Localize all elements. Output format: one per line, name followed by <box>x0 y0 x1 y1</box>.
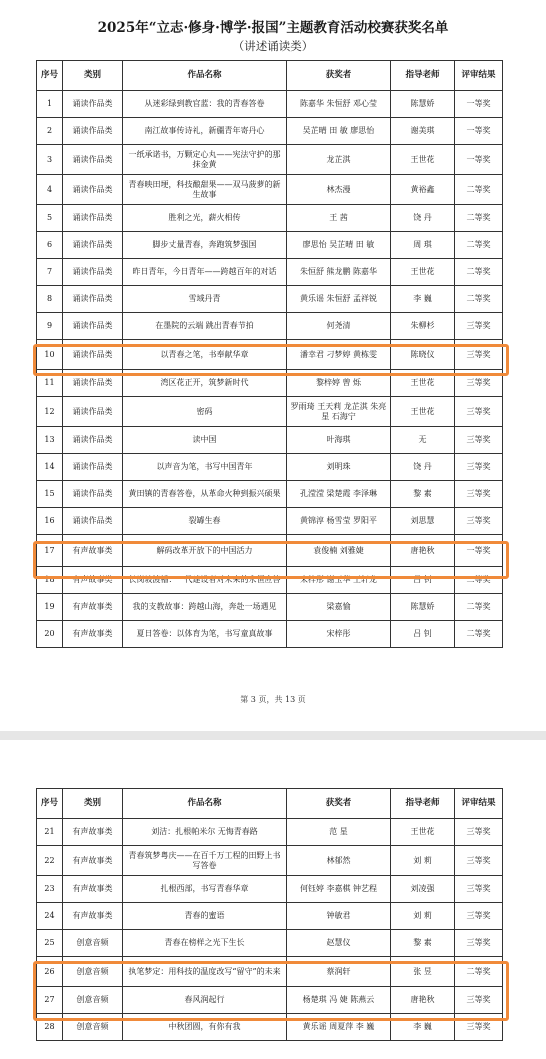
column-header: 获奖者 <box>287 61 391 91</box>
column-header: 评审结果 <box>455 61 503 91</box>
work-title-cell: 中秋团圆，有你有我 <box>123 1014 287 1041</box>
result-cell: 三等奖 <box>455 930 503 957</box>
table-row <box>37 232 503 259</box>
advisor-cell: 黄裕鑫 <box>391 175 455 205</box>
winners-cell: 范 星 <box>287 819 391 846</box>
category-cell: 诵读作品类 <box>63 286 123 313</box>
work-title-cell: 读中国 <box>123 427 287 454</box>
result-cell: 一等奖 <box>455 145 503 175</box>
table-row <box>37 427 503 454</box>
highlight-row-17 <box>33 541 509 579</box>
table-row <box>37 876 503 903</box>
work-title-cell: 青春的蜜语 <box>123 903 287 930</box>
category-cell: 诵读作品类 <box>63 397 123 427</box>
category-cell: 诵读作品类 <box>63 313 123 340</box>
category-cell: 诵读作品类 <box>63 175 123 205</box>
row-number-cell: 7 <box>37 259 63 286</box>
row-number-cell: 26 <box>37 957 63 987</box>
table-row <box>37 205 503 232</box>
row-number-cell: 12 <box>37 397 63 427</box>
winners-cell: 朱恒舒 熊龙鹏 陈嘉华 <box>287 259 391 286</box>
row-number-cell: 13 <box>37 427 63 454</box>
result-cell: 三等奖 <box>455 454 503 481</box>
winners-cell: 何钰婷 李嘉棋 钟艺程 <box>287 876 391 903</box>
row-number-cell: 5 <box>37 205 63 232</box>
category-cell: 创意音频 <box>63 1014 123 1041</box>
advisor-cell: 王世花 <box>391 145 455 175</box>
winners-cell: 林杰漫 <box>287 175 391 205</box>
advisor-cell: 唐艳秋 <box>391 535 455 567</box>
table-row <box>37 903 503 930</box>
work-title-cell: 以青春之笔，书奉献华章 <box>123 340 287 370</box>
winners-cell: 黄乐谣 周夏萍 李 巍 <box>287 1014 391 1041</box>
winners-cell: 叶海琪 <box>287 427 391 454</box>
category-cell: 有声故事类 <box>63 567 123 594</box>
row-number-cell: 9 <box>37 313 63 340</box>
category-cell: 诵读作品类 <box>63 508 123 535</box>
column-header: 序号 <box>37 789 63 819</box>
table-row <box>37 819 503 846</box>
row-number-cell: 2 <box>37 118 63 145</box>
row-number-cell: 20 <box>37 621 63 648</box>
table-row <box>37 118 503 145</box>
work-title-cell: 解码改革开放下的中国活力 <box>123 535 287 567</box>
category-cell: 诵读作品类 <box>63 118 123 145</box>
work-title-cell: 胜利之光，薪火相传 <box>123 205 287 232</box>
result-cell: 二等奖 <box>455 621 503 648</box>
work-title-cell: 扎根西部，书写青春华章 <box>123 876 287 903</box>
advisor-cell: 王世花 <box>391 370 455 397</box>
winners-cell: 罗雨琦 王天莉 龙芷淇 朱亮星 石海宁 <box>287 397 391 427</box>
table-row <box>37 175 503 205</box>
row-number-cell: 24 <box>37 903 63 930</box>
advisor-cell: 刘凌强 <box>391 876 455 903</box>
work-title-cell: 长岗坡渡槽：一代建设者对未来的永恒应答 <box>123 567 287 594</box>
winners-cell: 黄锦淳 杨雪莹 罗阳平 <box>287 508 391 535</box>
advisor-cell: 饶 丹 <box>391 205 455 232</box>
winners-cell: 王 茜 <box>287 205 391 232</box>
table-row <box>37 313 503 340</box>
winners-cell: 孔滢滢 梁楚霞 李泽琳 <box>287 481 391 508</box>
row-number-cell: 1 <box>37 91 63 118</box>
category-cell: 诵读作品类 <box>63 427 123 454</box>
result-cell: 一等奖 <box>455 91 503 118</box>
row-number-cell: 16 <box>37 508 63 535</box>
column-header: 作品名称 <box>123 789 287 819</box>
result-cell: 三等奖 <box>455 427 503 454</box>
work-title-cell: 雪域丹青 <box>123 286 287 313</box>
winners-cell: 廖思怡 吴芷晴 田 敏 <box>287 232 391 259</box>
work-title-cell: 昨日青年，今日青年——跨越百年的对话 <box>123 259 287 286</box>
advisor-cell: 陈晓仪 <box>391 340 455 370</box>
category-cell: 诵读作品类 <box>63 145 123 175</box>
row-number-cell: 22 <box>37 846 63 876</box>
work-title-cell: 青春映田埂，科技酿甜果——双马菠萝的新生故事 <box>123 175 287 205</box>
row-number-cell: 21 <box>37 819 63 846</box>
column-header: 类别 <box>63 61 123 91</box>
result-cell: 三等奖 <box>455 397 503 427</box>
row-number-cell: 19 <box>37 594 63 621</box>
winners-cell: 龙芷淇 <box>287 145 391 175</box>
work-title-cell: 从迷彩绿到教官蓝：我的青春答卷 <box>123 91 287 118</box>
advisor-cell: 刘思慧 <box>391 508 455 535</box>
advisor-cell: 刘 莉 <box>391 903 455 930</box>
winners-cell: 袁俊楠 刘雅婕 <box>287 535 391 567</box>
work-title-cell: 裂罅生春 <box>123 508 287 535</box>
advisor-cell: 王世花 <box>391 397 455 427</box>
document-title: 2025年“立志·修身·博学·报国”主题教育活动校赛获奖名单 <box>97 20 449 36</box>
highlight-row-10 <box>33 344 509 376</box>
winners-cell: 宋梓彤 <box>287 621 391 648</box>
row-number-cell: 28 <box>37 1014 63 1041</box>
table-row <box>37 454 503 481</box>
advisor-cell: 黎 素 <box>391 930 455 957</box>
row-number-cell: 25 <box>37 930 63 957</box>
result-cell: 三等奖 <box>455 340 503 370</box>
table-row <box>37 846 503 876</box>
result-cell: 三等奖 <box>455 876 503 903</box>
advisor-cell: 李 巍 <box>391 286 455 313</box>
document-subtitle: （讲述诵读类） <box>232 39 314 53</box>
row-number-cell: 14 <box>37 454 63 481</box>
work-title-cell: 以声音为笔，书写中国青年 <box>123 454 287 481</box>
work-title-cell: 春风润起行 <box>123 987 287 1014</box>
work-title-cell: 南江故事传诗礼，新疆青年寄丹心 <box>123 118 287 145</box>
table-row <box>37 594 503 621</box>
result-cell: 三等奖 <box>455 313 503 340</box>
category-cell: 诵读作品类 <box>63 91 123 118</box>
category-cell: 诵读作品类 <box>63 370 123 397</box>
table-row <box>37 145 503 175</box>
winners-cell: 蔡润轩 <box>287 957 391 987</box>
category-cell: 有声故事类 <box>63 846 123 876</box>
advisor-cell: 周 琪 <box>391 232 455 259</box>
row-number-cell: 11 <box>37 370 63 397</box>
column-header: 作品名称 <box>123 61 287 91</box>
advisor-cell: 饶 丹 <box>391 454 455 481</box>
row-number-cell: 4 <box>37 175 63 205</box>
result-cell: 一等奖 <box>455 118 503 145</box>
row-number-cell: 18 <box>37 567 63 594</box>
category-cell: 创意音频 <box>63 987 123 1014</box>
result-cell: 二等奖 <box>455 259 503 286</box>
advisor-cell: 朱柳杉 <box>391 313 455 340</box>
result-cell: 二等奖 <box>455 232 503 259</box>
category-cell: 有声故事类 <box>63 819 123 846</box>
advisor-cell: 张 昱 <box>391 957 455 987</box>
table-row <box>37 508 503 535</box>
category-cell: 创意音频 <box>63 957 123 987</box>
advisor-cell: 唐艳秋 <box>391 987 455 1014</box>
row-number-cell: 8 <box>37 286 63 313</box>
winners-cell: 赵慧仪 <box>287 930 391 957</box>
winners-cell: 杨楚琪 冯 婕 陈燕云 <box>287 987 391 1014</box>
table-row <box>37 91 503 118</box>
winners-cell: 梁嘉愉 <box>287 594 391 621</box>
category-cell: 诵读作品类 <box>63 481 123 508</box>
category-cell: 诵读作品类 <box>63 205 123 232</box>
category-cell: 诵读作品类 <box>63 340 123 370</box>
advisor-cell: 刘 莉 <box>391 846 455 876</box>
result-cell: 三等奖 <box>455 481 503 508</box>
category-cell: 有声故事类 <box>63 594 123 621</box>
column-header: 评审结果 <box>455 789 503 819</box>
work-title-cell: 一纸承诺书，万颗定心丸——宪法守护的那抹金黄 <box>123 145 287 175</box>
column-header: 获奖者 <box>287 789 391 819</box>
row-number-cell: 3 <box>37 145 63 175</box>
advisor-cell: 李 巍 <box>391 1014 455 1041</box>
work-title-cell: 脚步丈量青春，奔跑筑梦强国 <box>123 232 287 259</box>
winners-cell: 黄乐谣 朱恒舒 孟祥锐 <box>287 286 391 313</box>
winners-cell: 黎梓婷 曾 烁 <box>287 370 391 397</box>
winners-cell: 潘幸君 刁梦婷 黄栋雯 <box>287 340 391 370</box>
category-cell: 诵读作品类 <box>63 259 123 286</box>
advisor-cell: 陈慧娇 <box>391 91 455 118</box>
row-number-cell: 27 <box>37 987 63 1014</box>
work-title-cell: 湾区花正开，筑梦新时代 <box>123 370 287 397</box>
result-cell: 一等奖 <box>455 535 503 567</box>
result-cell: 三等奖 <box>455 508 503 535</box>
advisor-cell: 谢美琪 <box>391 118 455 145</box>
advisor-cell: 吕 钊 <box>391 621 455 648</box>
page-separator <box>0 731 546 740</box>
table-row <box>37 621 503 648</box>
table-row <box>37 259 503 286</box>
work-title-cell: 密码 <box>123 397 287 427</box>
winners-cell: 何尧清 <box>287 313 391 340</box>
column-header: 指导老师 <box>391 789 455 819</box>
winners-cell: 刘明珠 <box>287 454 391 481</box>
winners-cell: 陈嘉华 朱恒舒 邓心莹 <box>287 91 391 118</box>
work-title-cell: 我的支教故事：跨越山海，奔赴一场遇见 <box>123 594 287 621</box>
advisor-cell: 黎 素 <box>391 481 455 508</box>
table-row <box>37 481 503 508</box>
row-number-cell: 6 <box>37 232 63 259</box>
work-title-cell: 刘洁：扎根帕米尔 无悔青春路 <box>123 819 287 846</box>
result-cell: 二等奖 <box>455 205 503 232</box>
winners-cell: 吴芷晴 田 敏 廖思怡 <box>287 118 391 145</box>
table-row <box>37 930 503 957</box>
work-title-cell: 青春筑梦粤庆——在百千万工程的田野上书写答卷 <box>123 846 287 876</box>
result-cell: 三等奖 <box>455 819 503 846</box>
column-header: 序号 <box>37 61 63 91</box>
category-cell: 有声故事类 <box>63 876 123 903</box>
page-footer: 第 3 页，共 13 页 <box>240 695 306 704</box>
row-number-cell: 23 <box>37 876 63 903</box>
category-cell: 诵读作品类 <box>63 232 123 259</box>
result-cell: 二等奖 <box>455 286 503 313</box>
result-cell: 二等奖 <box>455 957 503 987</box>
result-cell: 三等奖 <box>455 846 503 876</box>
work-title-cell: 执笔梦定：用科技的温度改写“留守”的未来 <box>123 957 287 987</box>
category-cell: 创意音频 <box>63 930 123 957</box>
table-row <box>37 397 503 427</box>
winners-cell: 林郁然 <box>287 846 391 876</box>
work-title-cell: 在墨院的云端 跳出青春节拍 <box>123 313 287 340</box>
row-number-cell: 17 <box>37 535 63 567</box>
advisor-cell: 王世花 <box>391 819 455 846</box>
result-cell: 二等奖 <box>455 594 503 621</box>
result-cell: 三等奖 <box>455 987 503 1014</box>
advisor-cell: 无 <box>391 427 455 454</box>
result-cell: 二等奖 <box>455 567 503 594</box>
winners-cell: 钟敏君 <box>287 903 391 930</box>
category-cell: 诵读作品类 <box>63 454 123 481</box>
advisor-cell: 吕 钊 <box>391 567 455 594</box>
category-cell: 有声故事类 <box>63 621 123 648</box>
category-cell: 有声故事类 <box>63 903 123 930</box>
row-number-cell: 15 <box>37 481 63 508</box>
result-cell: 三等奖 <box>455 903 503 930</box>
advisor-cell: 陈慧娇 <box>391 594 455 621</box>
highlight-rows-26-27 <box>33 961 509 1021</box>
column-header: 指导老师 <box>391 61 455 91</box>
result-cell: 二等奖 <box>455 175 503 205</box>
work-title-cell: 黄田镇的青春答卷，从革命火种到振兴硕果 <box>123 481 287 508</box>
result-cell: 三等奖 <box>455 370 503 397</box>
category-cell: 有声故事类 <box>63 535 123 567</box>
row-number-cell: 10 <box>37 340 63 370</box>
work-title-cell: 夏日答卷：以体育为笔，书写童真故事 <box>123 621 287 648</box>
winners-cell: 宋梓彤 谢玉华 王轩龙 <box>287 567 391 594</box>
advisor-cell: 王世花 <box>391 259 455 286</box>
table-row <box>37 286 503 313</box>
result-cell: 三等奖 <box>455 1014 503 1041</box>
work-title-cell: 青春在榜样之光下生长 <box>123 930 287 957</box>
column-header: 类别 <box>63 789 123 819</box>
